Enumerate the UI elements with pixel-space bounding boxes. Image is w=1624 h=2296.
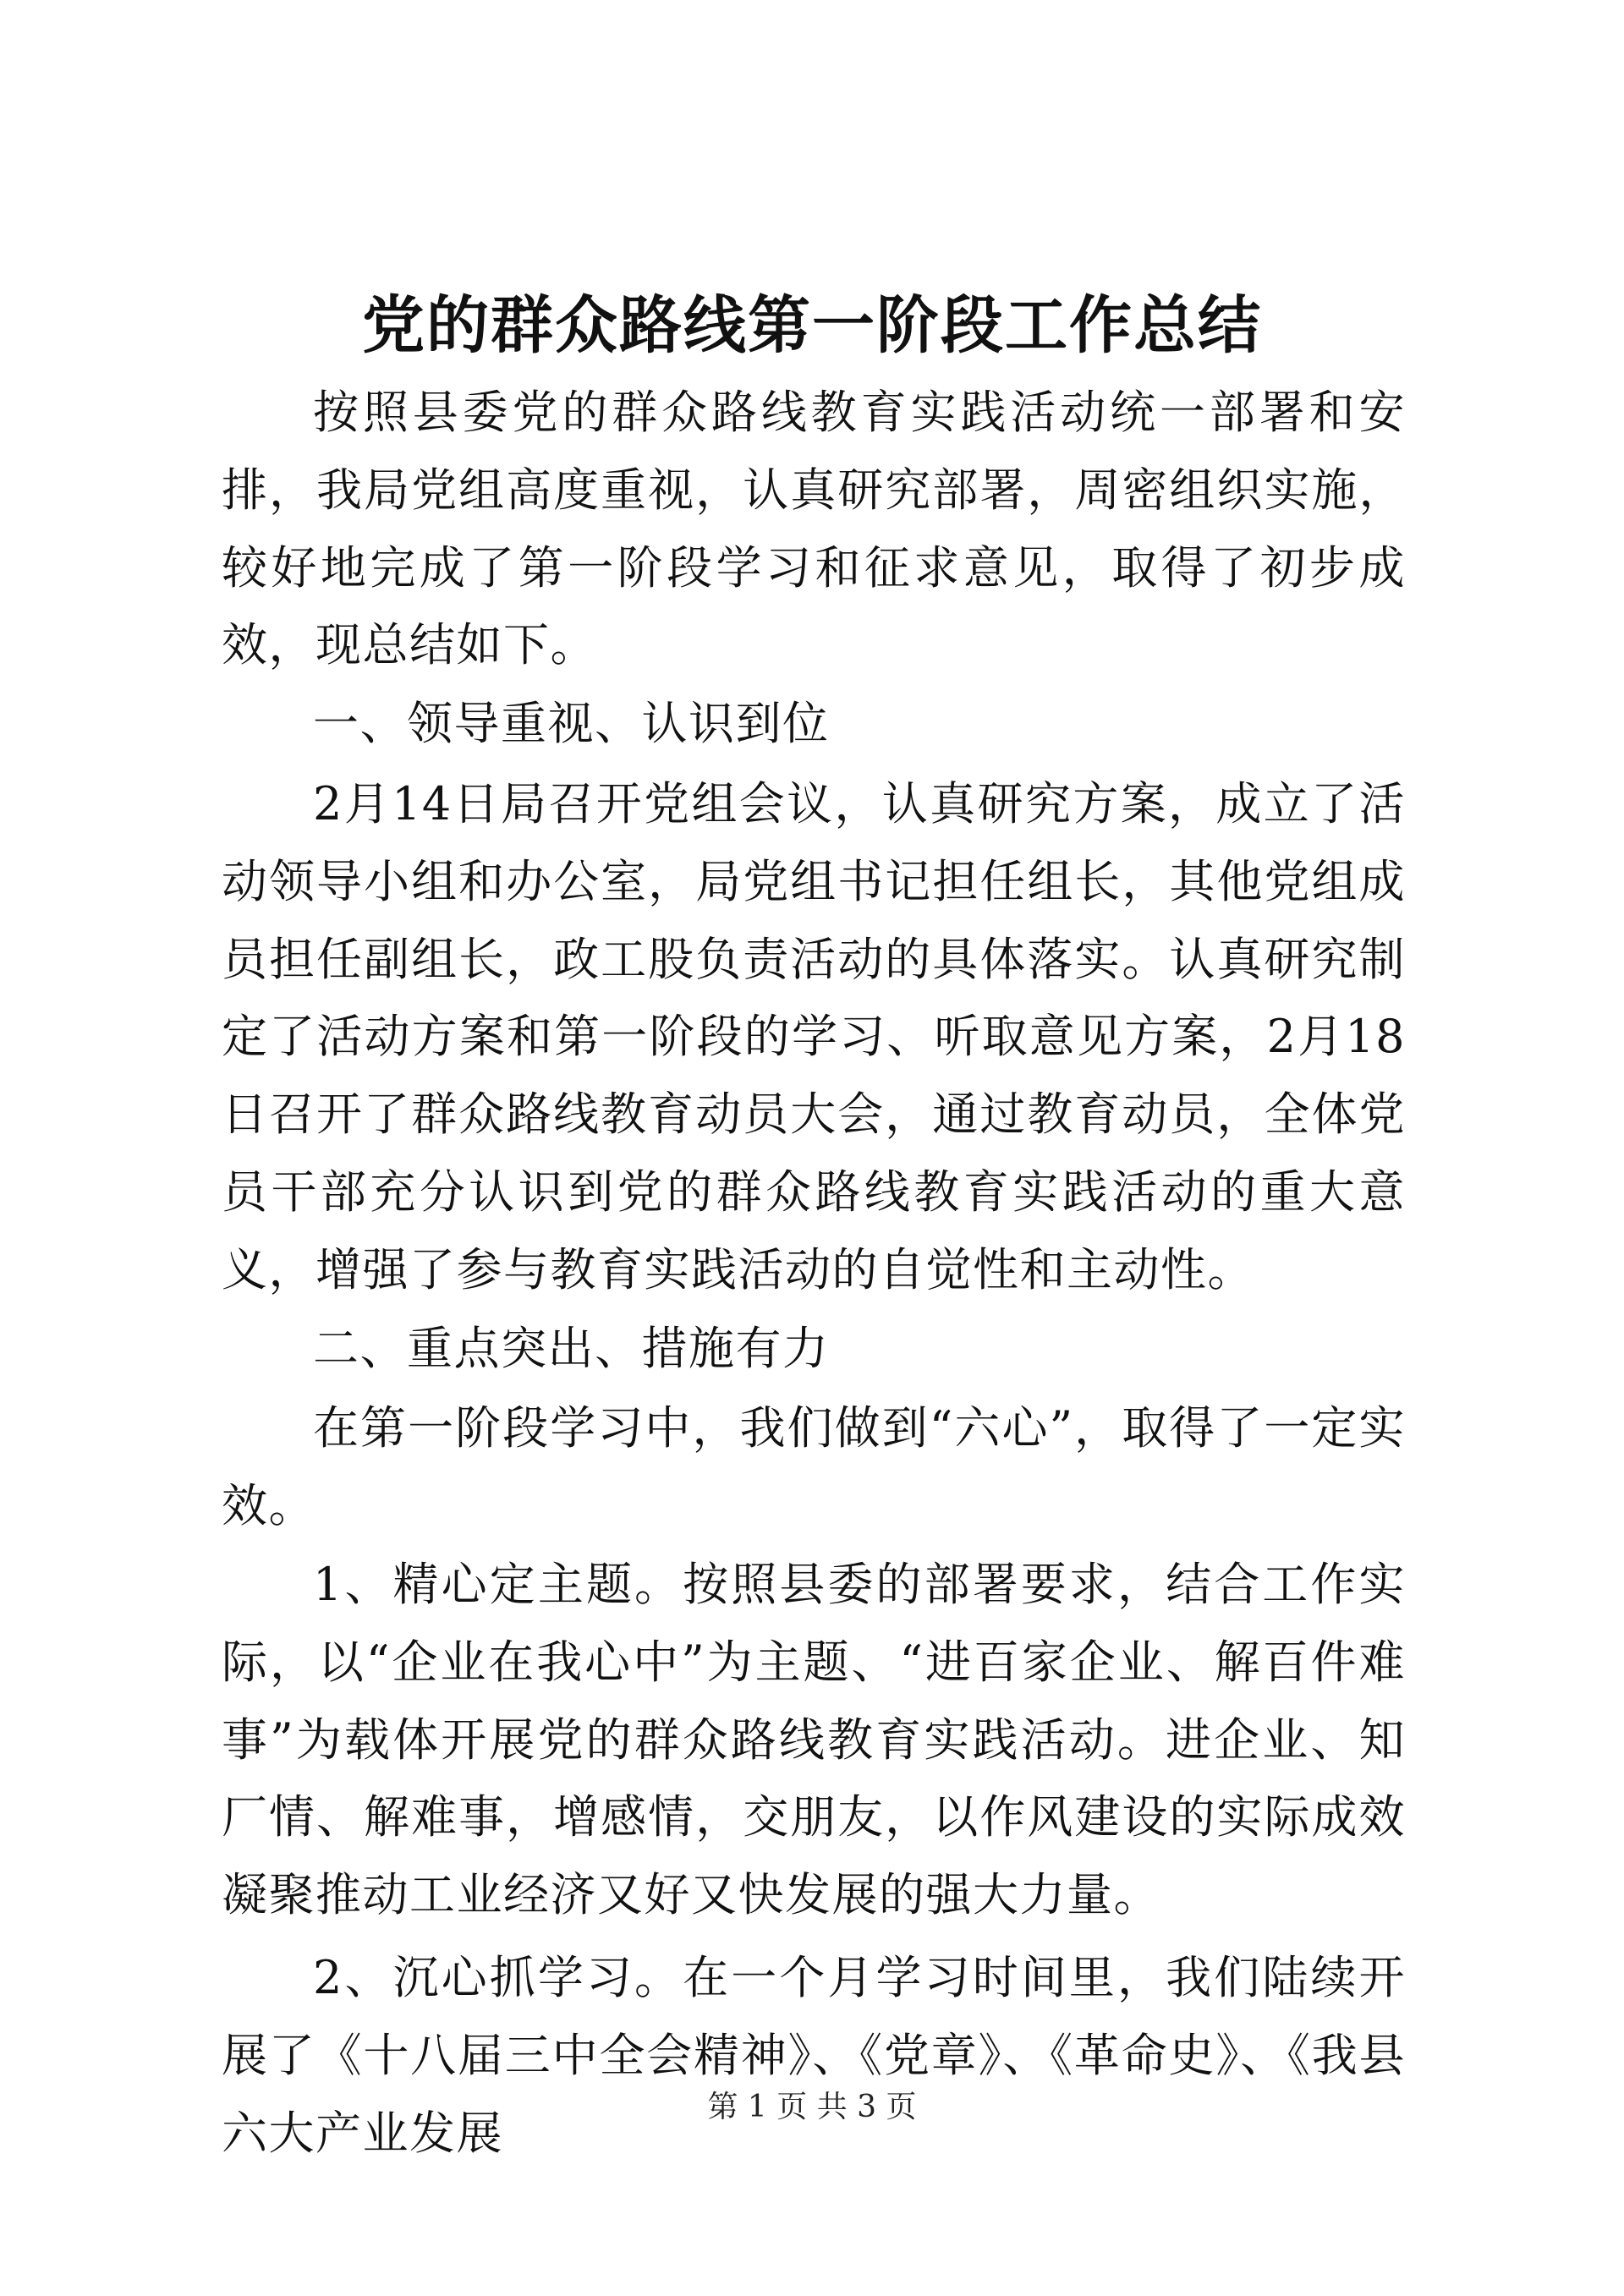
document-title: 党的群众路线第一阶段工作总结	[362, 289, 1262, 362]
section-heading-2: 二、重点突出、措施有力	[313, 1321, 830, 1375]
section-1-paragraph: 2月14日局召开党组会议，认真研究方案，成立了活动领导小组和办公室，局党组书记担任组长，其他党组成员担任副组长，政工股负责活动的具体落实。认真研究制定了活动方案和第一阶段的学习、听取意见方案，2月18日召开了群众路线教育动员大会，通过教育动员，全体党员干部充分认识到党的群众路线教育实践活动的重大意义，增强了参与教育实践活动的自觉性和主动性。	[222, 776, 1406, 1296]
section-2-intro-paragraph: 在第一阶段学习中，我们做到“六心”，取得了一定实效。	[222, 1401, 1406, 1533]
point-2-paragraph: 2、沉心抓学习。在一个月学习时间里，我们陆续开展了《十八届三中全会精神》、《党章》、《革命史》、《我县六大产业发展	[222, 1950, 1406, 2160]
intro-paragraph: 按照县委党的群众路线教育实践活动统一部署和安排，我局党组高度重视，认真研究部署，周密组织实施，较好地完成了第一阶段学习和征求意见，取得了初步成效，现总结如下。	[222, 386, 1406, 672]
section-heading-1: 一、领导重视、认识到位	[313, 697, 830, 751]
document-body	[222, 374, 1406, 2173]
page-number-footer: 第 1 页 共 3 页	[707, 2090, 917, 2124]
point-1-paragraph: 1、精心定主题。按照县委的部署要求，结合工作实际，以“企业在我心中”为主题、“进百家企业、解百件难事”为载体开展党的群众路线教育实践活动。进企业、知厂情、解难事，增感情，交朋友，以作风建设的实际成效凝聚推动工业经济又好又快发展的强大力量。	[222, 1557, 1406, 1922]
